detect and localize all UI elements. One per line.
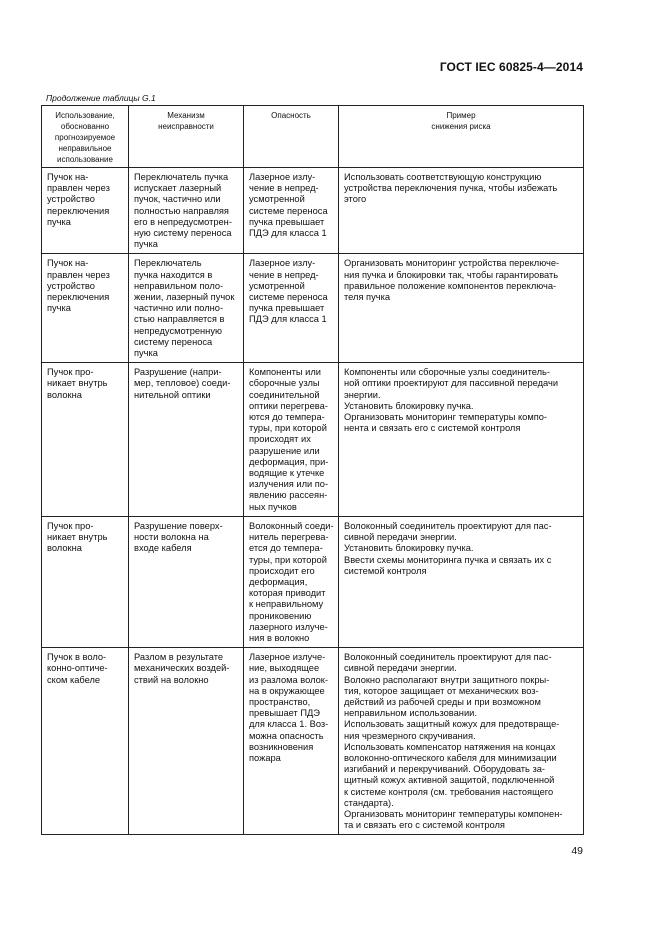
standard-code: ГОСТ IEC 60825-4—2014	[439, 60, 583, 74]
cell-use: Пучок в воло- конно-оптиче- ском кабеле	[42, 648, 129, 835]
cell-use: Пучок на- правлен через устройство переключения пучка	[42, 254, 129, 363]
cell-hazard: Компоненты или сборочные узлы соединительной оптики перегрева- ются до темпера- туры, при которой происходят их разрушение или деформация, при- водящие к утечке излучения или по- явлению рассеян- ных пучков	[244, 363, 339, 517]
table-caption: Продолжение таблицы G.1	[46, 93, 156, 103]
cell-hazard: Лазерное излуче- ние, выходящее из разлома волок- на в окружающее пространство, превышает ПДЭ для класса 1. Воз- можна опасность возникновения пожара	[244, 648, 339, 835]
cell-hazard: Волоконный соеди- нитель перегрева- ется до темпера- туры, при которой происходит его деформация, которая приводит к неправильному прониковению лазерного излуче- ния в волокно	[244, 516, 339, 647]
cell-hazard: Лазерное излу- чение в непред- усмотренной системе переноса пучка превышает ПДЭ для класса 1	[244, 168, 339, 254]
cell-mechanism: Разрушение поверх- ности волокна на входе кабеля	[129, 516, 244, 647]
cell-mitigation: Волоконный соединитель проектируют для пас- сивной передачи энергии. Волокно располагают внутри защитного покры- тия, которое защищает от механических воз- действий из рабочей среды и при возможном неправильном использовании. Использовать защитный кожух для предотвраще- ния чрезмерного скручивания. Использовать компенсатор натяжения на концах волоконно-оптического кабеля для минимизации изгибаний и перекручиваний. Оборудовать за- щитный кожух активной защитой, подключенной к системе контроля (см. требования настоящего стандарта). Организовать мониторинг температуры компонен- та и связать его с системой контроля	[339, 648, 584, 835]
cell-mechanism: Переключатель пучка испускает лазерный пучок, частично или полностью направляя его в непредусмотрен- ную систему переноса пучка	[129, 168, 244, 254]
header-use: Использование, обоснованно прогнозируемое неправильное использование	[42, 106, 129, 168]
cell-use: Пучок на- правлен через устройство переключения пучка	[42, 168, 129, 254]
table-row	[42, 254, 584, 363]
risk-table	[41, 105, 584, 835]
cell-hazard: Лазерное излу- чение в непред- усмотренной системе переноса пучка превышает ПДЭ для класса 1	[244, 254, 339, 363]
header-mechanism: Механизм неисправности	[129, 106, 244, 168]
cell-mitigation: Волоконный соединитель проектируют для пас- сивной передачи энергии. Установить блокировку пучка. Ввести схемы мониторинга пучка и связать их с системой контроля	[339, 516, 584, 647]
cell-use: Пучок про- никает внутрь волокна	[42, 516, 129, 647]
table-row	[42, 648, 584, 835]
cell-use: Пучок про- никает внутрь волокна	[42, 363, 129, 517]
cell-mitigation: Использовать соответствующую конструкцию устройства переключения пучка, чтобы избежать этого	[339, 168, 584, 254]
table-row	[42, 168, 584, 254]
page-number: 49	[571, 845, 583, 857]
cell-mitigation: Компоненты или сборочные узлы соединитель- ной оптики проектируют для пассивной передачи энергии. Установить блокировку пучка. Организовать мониторинг температуры компо- нента и связать его с системой контроля	[339, 363, 584, 517]
cell-mitigation: Организовать мониторинг устройства переключе- ния пучка и блокировки так, чтобы гарантировать правильное положение компонентов переключа- теля пучка	[339, 254, 584, 363]
table-row	[42, 516, 584, 647]
cell-mechanism: Разрушение (напри- мер, тепловое) соеди- нительной оптики	[129, 363, 244, 517]
table-header-row	[42, 106, 584, 168]
table-row	[42, 363, 584, 517]
cell-mechanism: Разлом в результате механических воздей- ствий на волокно	[129, 648, 244, 835]
cell-mechanism: Переключатель пучка находится в неправильном поло- жении, лазерный пучок частично или полно- стью направляется в непредусмотренную систему переноса пучка	[129, 254, 244, 363]
header-hazard: Опасность	[244, 106, 339, 168]
header-mitigation: Пример снижения риска	[339, 106, 584, 168]
